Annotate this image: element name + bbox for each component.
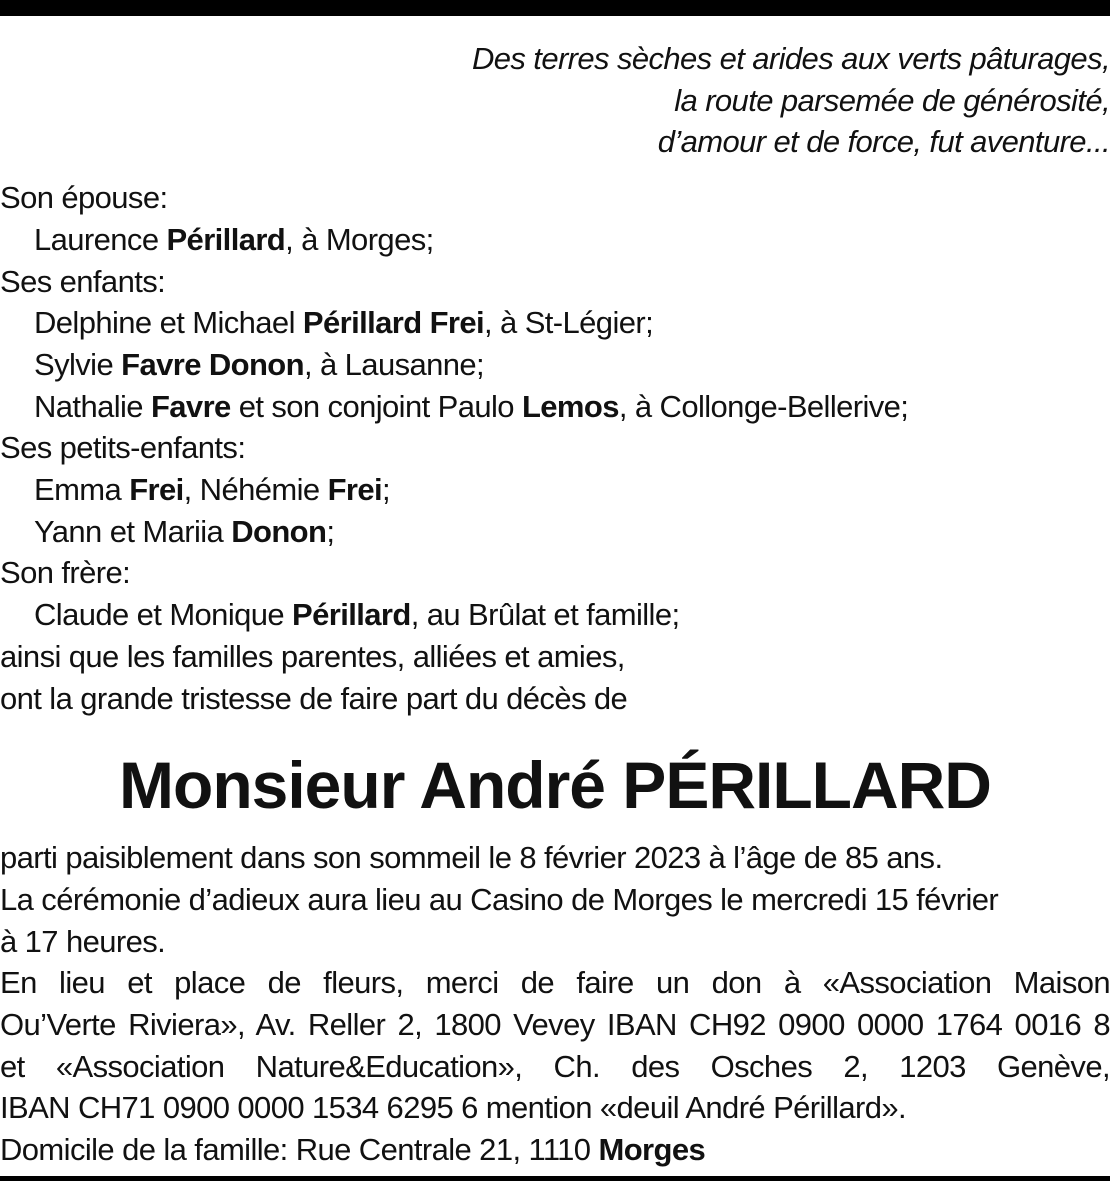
spouse-label: Son épouse:: [0, 180, 168, 216]
epigraph-line: la route parsemée de générosité,: [674, 82, 1110, 118]
brother-label: Son frère:: [0, 555, 131, 591]
grandchild-line: Emma Frei, Néhémie Frei;: [34, 472, 391, 508]
child-line: Sylvie Favre Donon, à Lausanne;: [34, 346, 485, 382]
child-line: Nathalie Favre et son conjoint Paulo Lemos, à Collonge-Bellerive;: [34, 388, 909, 424]
grandchildren-label: Ses petits-enfants:: [0, 430, 246, 466]
domicile-line: Domicile de la famille: Rue Centrale 21, 1110 Morges: [0, 1132, 706, 1168]
spouse-line: Laurence Périllard, à Morges;: [34, 221, 434, 257]
deceased-name: Monsieur André PÉRILLARD: [119, 748, 991, 823]
closing-line: ont la grande tristesse de faire part du décès de: [0, 680, 628, 716]
obituary-notice: [0, 38, 1110, 1171]
donation-paragraph: [0, 962, 1110, 1129]
top-rule: [0, 0, 1110, 16]
grandchild-line: Yann et Mariia Donon;: [34, 513, 335, 549]
epigraph-line: Des terres sèches et arides aux verts pâturages,: [471, 41, 1110, 76]
child-line: Delphine et Michael Périllard Frei, à St-Légier;: [34, 305, 654, 341]
ceremony-time: à 17 heures.: [0, 923, 166, 959]
passing-line: parti paisiblement dans son sommeil le 8 février 2023 à l’âge de 85 ans.: [0, 840, 943, 876]
brother-line: Claude et Monique Périllard, au Brûlat et famille;: [34, 597, 680, 633]
donation-line: IBAN CH71 0900 0000 1534 6295 6 mention «deuil André Périllard».: [0, 1090, 907, 1126]
ceremony-line: La cérémonie d’adieux aura lieu au Casino de Morges le mercredi 15 février: [0, 881, 999, 917]
donation-line: Ou’Verte Riviera», Av. Reller 2, 1800 Vevey IBAN CH92 0900 0000 1764 0016 8: [0, 1007, 1110, 1043]
donation-line: et «Association Nature&Education», Ch. des Osches 2, 1203 Genève,: [0, 1048, 1110, 1084]
donation-line: En lieu et place de fleurs, merci de faire un don à «Association Maison: [0, 965, 1110, 1001]
closing-line: ainsi que les familles parentes, alliées et amies,: [0, 638, 625, 674]
children-label: Ses enfants:: [0, 263, 166, 299]
epigraph: [0, 38, 1110, 163]
epigraph-line: d’amour et de force, fut aventure...: [657, 124, 1110, 160]
bottom-rule: [0, 1176, 1110, 1181]
